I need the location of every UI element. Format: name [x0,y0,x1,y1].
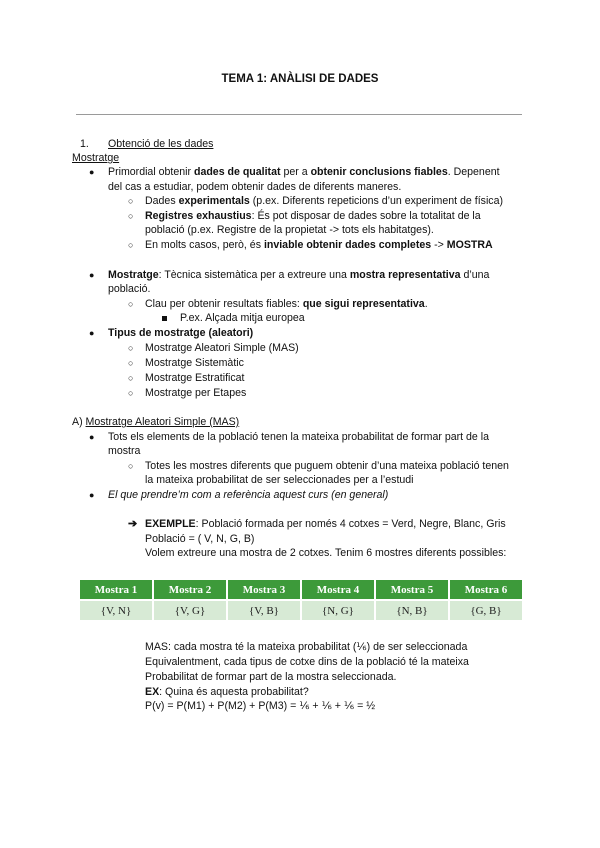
paragraph-line: Probabilitat de formar part de la mostra seleccionada. [145,671,397,683]
section-a-heading: A) Mostratge Aleatori Simple (MAS) [72,416,240,428]
paragraph-line: la mateixa probabilitat de ser seleccionades per a l’estudi [145,474,414,486]
paragraph-line: Primordial obtenir dades de qualitat per a obtenir conclusions fiables. Depenent [108,166,500,178]
samples-table [80,580,522,620]
example-line: Volem extreure una mostra de 2 cotxes. Tenim 6 mostres diferents possibles: [145,547,507,559]
table-header: Mostra 4 [301,580,375,600]
page-title: TEMA 1: ANÀLISI DE DADES [221,73,379,85]
paragraph-line: El que prendre’m com a referència aquest curs (en general) [108,489,389,501]
formula-line: P(v) = P(M1) + P(M2) + P(M3) = ⅙ + ⅙ + ⅙ = ½ [145,700,376,712]
paragraph-line: En molts casos, però, és inviable obtenir dades completes -> MOSTRA [145,239,493,251]
paragraph-line: Mostratge: Tècnica sistemàtica per a extreure una mostra representativa d’una [108,269,490,281]
table-cell: {G, B} [449,600,522,620]
bullet-circle: ○ [128,388,134,398]
bullet-circle: ○ [128,343,134,353]
bullet-circle: ○ [128,211,134,221]
paragraph-line: Tots els elements de la població tenen la mateixa probabilitat de formar part de la [108,431,490,443]
bullet-circle: ○ [128,196,134,206]
divider [76,114,522,115]
bullet-circle: ○ [128,358,134,368]
paragraph-line: Equivalentment, cada tipus de cotxe dins de la població té la mateixa [145,656,469,668]
paragraph-line: Clau per obtenir resultats fiables: que sigui representativa. [145,298,428,310]
bullet-circle: ○ [128,299,134,309]
bullet-dot: ● [89,270,95,280]
table-cell: {V, B} [227,600,301,620]
paragraph-line: P.ex. Alçada mitja europea [180,312,305,324]
table-header: Mostra 3 [227,580,301,600]
table-header: Mostra 1 [80,580,153,600]
paragraph-line: EX: Quina és aquesta probabilitat? [145,686,309,698]
bullet-circle: ○ [128,240,134,250]
bullet-dot: ● [89,167,95,177]
subheading-mostratge: Mostratge [72,152,120,164]
example-line: EXEMPLE: Població formada per només 4 cotxes = Verd, Negre, Blanc, Gris [145,518,506,530]
table-header: Mostra 2 [153,580,227,600]
arrow-right-icon: ➔ [128,518,138,530]
paragraph-line: població. [108,283,151,295]
table-cell: {N, B} [375,600,449,620]
bullet-circle: ○ [128,461,134,471]
section-heading: Obtenció de les dades [108,138,214,150]
example-line: Població = ( V, N, G, B) [145,533,255,545]
paragraph-line: Dades experimentals (p.ex. Diferents repeticions d’un experiment de física) [145,195,504,207]
paragraph-line: població (p.ex. Registre de la propietat -> tots els habitatges). [145,224,434,236]
bullet-circle: ○ [128,373,134,383]
list-item: Mostratge per Etapes [145,387,247,399]
bullet-square [162,316,167,321]
table-header: Mostra 5 [375,580,449,600]
paragraph-line: Totes les mostres diferents que puguem obtenir d’una mateixa població tenen [145,460,509,472]
table-cell: {V, N} [80,600,153,620]
bullet-dot: ● [89,490,95,500]
list-item: Mostratge Aleatori Simple (MAS) [145,342,299,354]
paragraph-line: MAS: cada mostra té la mateixa probabilitat (⅙) de ser seleccionada [145,641,468,653]
table-header: Mostra 6 [449,580,522,600]
bullet-dot: ● [89,328,95,338]
list-item: Mostratge Sistemàtic [145,357,244,369]
paragraph-line: mostra [108,445,141,457]
paragraph-line: Tipus de mostratge (aleatori) [108,327,254,339]
table-cell: {N, G} [301,600,375,620]
paragraph-line: del cas a estudiar, podem obtenir dades de diferents maneres. [108,181,402,193]
list-item: Mostratge Estratificat [145,372,245,384]
section-number: 1. [80,138,89,150]
bullet-dot: ● [89,432,95,442]
table-cell: {V, G} [153,600,227,620]
paragraph-line: Registres exhaustius: És pot disposar de dades sobre la totalitat de la [145,210,481,222]
